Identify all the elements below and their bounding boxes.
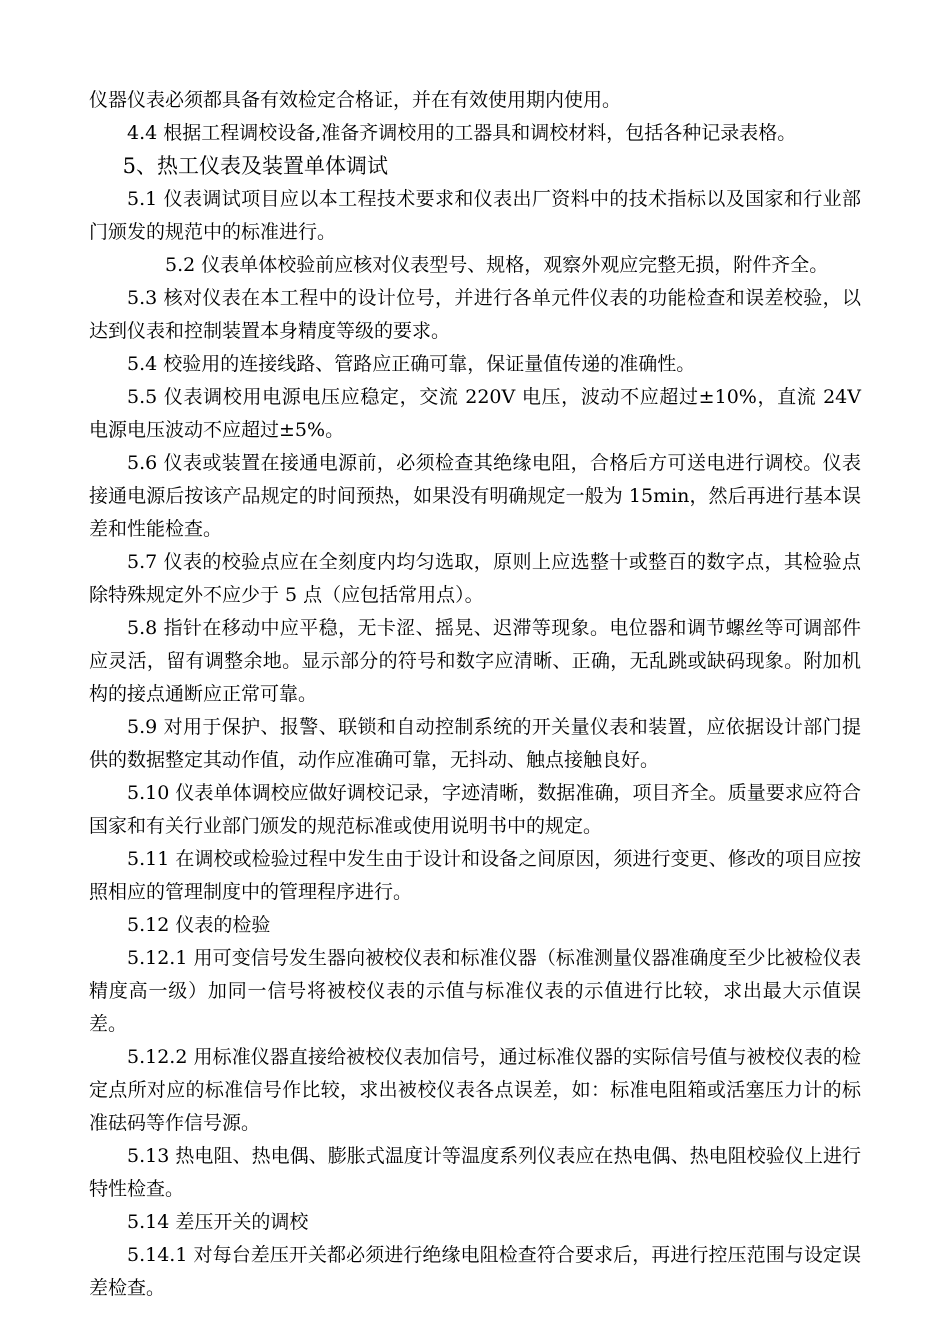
paragraph-5-9: 5.9 对用于保护、报警、联锁和自动控制系统的开关量仪表和装置，应依据设计部门提供的数据整定其动作值，动作应准确可靠，无抖动、触点接触良好。 [89,716,861,771]
document-page [89,84,861,1305]
paragraph-5-13: 5.13 热电阻、热电偶、膨胀式温度计等温度系列仪表应在热电偶、热电阻校验仪上进行特性检查。 [89,1145,861,1200]
paragraph-5-1: 5.1 仪表调试项目应以本工程技术要求和仪表出厂资料中的技术指标以及国家和行业部门颁发的规范中的标准进行。 [89,188,861,243]
paragraph-5-6: 5.6 仪表或装置在接通电源前，必须检查其绝缘电阻，合格后方可送电进行调校。仪表接通电源后按该产品规定的时间预热，如果没有明确规定一般为 15min，然后再进行基本误差和性能检查。 [89,452,861,540]
paragraph-5-3: 5.3 核对仪表在本工程中的设计位号，并进行各单元件仪表的功能检查和误差校验，以达到仪表和控制装置本身精度等级的要求。 [89,287,861,342]
paragraph-5-10: 5.10 仪表单体调校应做好调校记录，字迹清晰，数据准确，项目齐全。质量要求应符合国家和有关行业部门颁发的规范标准或使用说明书中的规定。 [89,782,861,837]
section-heading-5: 5、热工仪表及装置单体调试 [122,154,388,178]
paragraph-5-12: 5.12 仪表的检验 [127,914,271,936]
paragraph-5-14: 5.14 差压开关的调校 [127,1211,309,1233]
paragraph-5-5: 5.5 仪表调校用电源电压应稳定，交流 220V 电压，波动不应超过±10%，直流 24V 电源电压波动不应超过±5%。 [89,386,861,441]
paragraph-4-4: 4.4 根据工程调校设备,准备齐调校用的工器具和调校材料，包括各种记录表格。 [127,122,797,144]
paragraph-5-4: 5.4 校验用的连接线路、管路应正确可靠，保证量值传递的准确性。 [127,353,696,375]
paragraph-5-2: 5.2 仪表单体校验前应核对仪表型号、规格，观察外观应完整无损，附件齐全。 [165,254,829,276]
paragraph-5-7: 5.7 仪表的校验点应在全刻度内均匀选取，原则上应选整十或整百的数字点，其检验点除特殊规定外不应少于 5 点（应包括常用点）。 [89,551,861,606]
paragraph-5-14-1: 5.14.1 对每台差压开关都必须进行绝缘电阻检查符合要求后，再进行控压范围与设定误差检查。 [89,1244,861,1299]
paragraph-5-12-1: 5.12.1 用可变信号发生器向被校仪表和标准仪器（标准测量仪器准确度至少比被检仪表精度高一级）加同一信号将被校仪表的示值与标准仪表的示值进行比较，求出最大示值误差。 [89,947,861,1035]
paragraph-instrument-certificate: 仪器仪表必须都具备有效检定合格证，并在有效使用期内使用。 [89,89,622,111]
paragraph-5-12-2: 5.12.2 用标准仪器直接给被校仪表加信号，通过标准仪器的实际信号值与被校仪表的检定点所对应的标准信号作比较，求出被校仪表各点误差，如：标准电阻箱或活塞压力计的标准砝码等作信号源。 [89,1046,861,1134]
paragraph-5-11: 5.11 在调校或检验过程中发生由于设计和设备之间原因，须进行变更、修改的项目应按照相应的管理制度中的管理程序进行。 [89,848,861,903]
paragraph-5-8: 5.8 指针在移动中应平稳，无卡涩、摇晃、迟滞等现象。电位器和调节螺丝等可调部件应灵活，留有调整余地。显示部分的符号和数字应清晰、正确，无乱跳或缺码现象。附加机构的接点通断应正常可靠。 [89,617,861,705]
